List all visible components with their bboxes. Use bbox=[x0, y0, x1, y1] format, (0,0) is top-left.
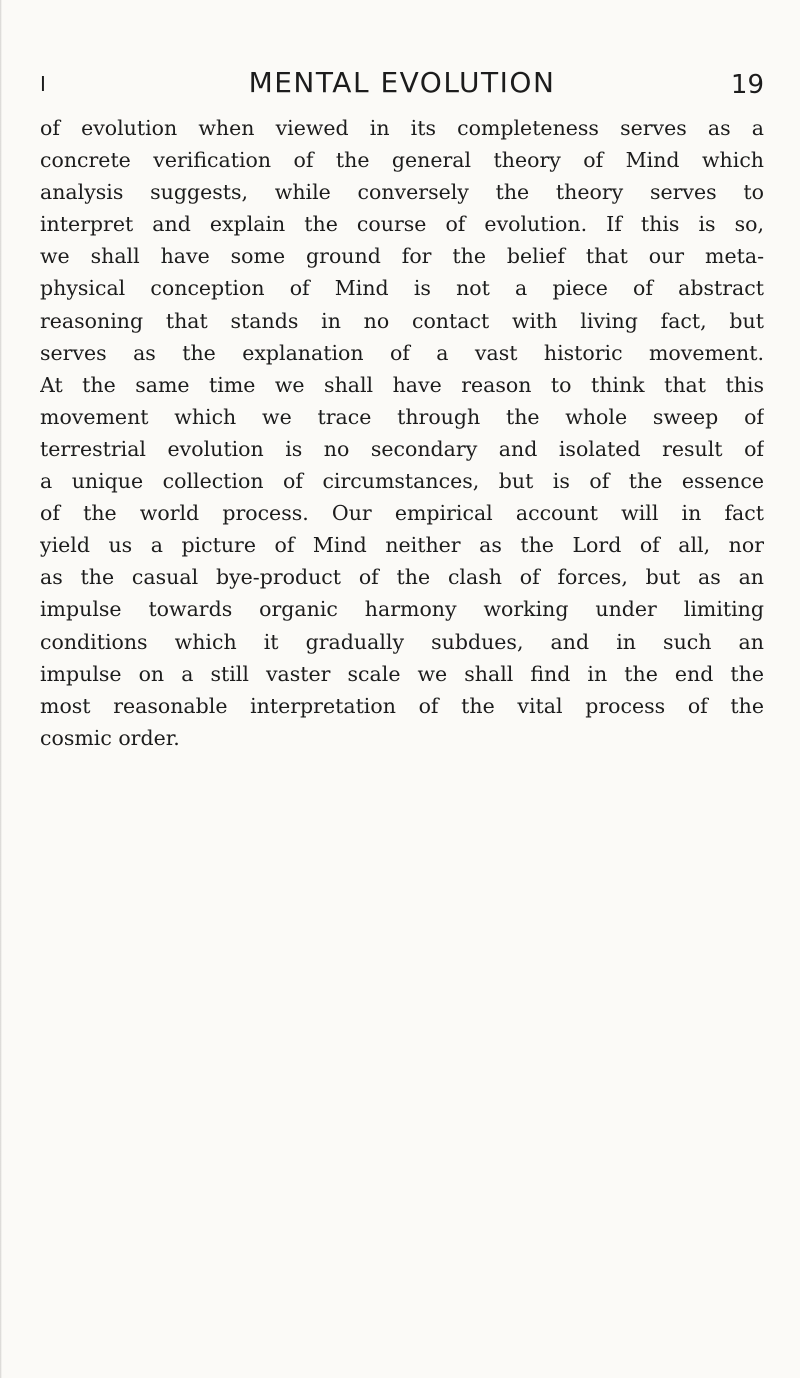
running-title: MENTAL EVOLUTION bbox=[248, 66, 556, 99]
text-line: movement which we trace through the whole sweep of bbox=[40, 404, 764, 429]
text-line: as the casual bye-product of the clash of forces, but as an bbox=[40, 565, 764, 590]
text-line: At the same time we shall have reason to think that this bbox=[40, 372, 764, 397]
text-line-last: cosmic order. bbox=[40, 725, 180, 750]
text-line: we shall have some ground for the belief that our meta- bbox=[40, 244, 764, 269]
text-line: conditions which it gradually subdues, and in such an bbox=[40, 629, 764, 654]
text-line: concrete verification of the general theory of Mind which bbox=[40, 148, 764, 173]
text-line: reasoning that stands in no contact with living fact, but bbox=[40, 308, 764, 333]
text-line: terrestrial evolution is no secondary and isolated result of bbox=[40, 436, 764, 461]
running-head bbox=[40, 66, 764, 106]
text-line: of the world process. Our empirical account will in fact bbox=[40, 501, 764, 526]
text-line: yield us a picture of Mind neither as the Lord of all, nor bbox=[40, 533, 764, 558]
page-gutter-edge bbox=[0, 0, 2, 1378]
body-paragraph bbox=[40, 112, 764, 754]
text-line: a unique collection of circumstances, but is of the essence bbox=[40, 469, 764, 494]
text-line: impulse towards organic harmony working under limiting bbox=[40, 597, 764, 622]
page-number: 19 bbox=[730, 70, 764, 100]
text-line: impulse on a still vaster scale we shall find in the end the bbox=[40, 661, 764, 686]
text-line: serves as the explanation of a vast historic movement. bbox=[40, 340, 764, 365]
text-line: most reasonable interpretation of the vital process of the bbox=[40, 693, 764, 718]
text-line: physical conception of Mind is not a piece of abstract bbox=[40, 276, 764, 301]
text-line: interpret and explain the course of evolution. If this is so, bbox=[40, 212, 764, 237]
chapter-number: I bbox=[40, 72, 47, 96]
text-line: analysis suggests, while conversely the theory serves to bbox=[40, 180, 764, 205]
text-line: of evolution when viewed in its completeness serves as a bbox=[40, 116, 764, 140]
